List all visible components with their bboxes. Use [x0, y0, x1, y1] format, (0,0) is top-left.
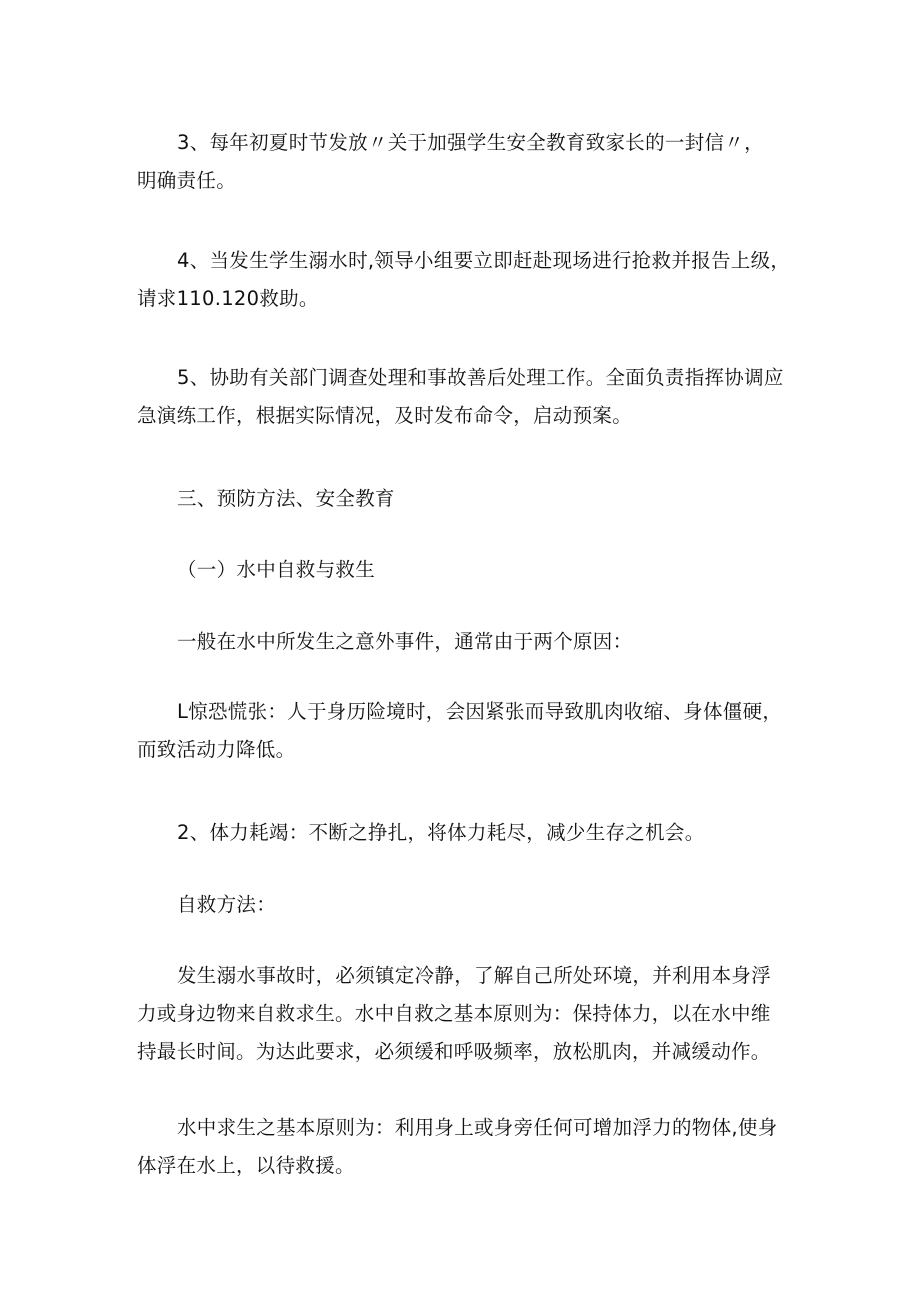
paragraph-line: 4、当发生学生溺水时,领导小组要立即赶赴现场进行抢救并报告上级，	[177, 249, 791, 272]
paragraph-line: 请求110.120救助。	[137, 287, 319, 310]
paragraph-self-rescue-principles	[137, 957, 817, 1071]
heading-line: （一）水中自救与救生	[177, 558, 376, 581]
heading-line: 自救方法：	[177, 893, 277, 916]
paragraph-line: 持最长时间。为达此要求，必须缓和呼吸频率，放松肌肉，并减缓动作。	[137, 1040, 771, 1063]
paragraph-survival-principles	[137, 1109, 817, 1185]
heading-line: 三、预防方法、安全教育	[177, 487, 395, 510]
paragraph-item-3	[137, 124, 817, 200]
paragraph-line: 急演练工作，根据实际情况，及时发布命令，启动预案。	[137, 404, 633, 427]
paragraph-cause-1	[137, 693, 817, 769]
paragraph-line: 发生溺水事故时，必须镇定冷静，了解自己所处环境，并利用本身浮	[177, 964, 772, 987]
paragraph-line: 体浮在水上，以待救援。	[137, 1154, 355, 1177]
paragraph-item-4	[137, 242, 817, 318]
paragraph-line: 3、每年初夏时节发放〃关于加强学生安全教育致家长的一封信〃，	[177, 131, 764, 154]
paragraph-line: 一般在水中所发生之意外事件，通常由于两个原因：	[177, 630, 633, 653]
paragraph-line: 而致活动力降低。	[137, 738, 296, 761]
subheading-self-rescue-methods	[137, 886, 817, 924]
paragraph-line: L惊恐慌张：人于身历险境时，会因紧张而导致肌肉收缩、身体僵硬，	[177, 700, 783, 723]
paragraph-line: 2、体力耗竭：不断之挣扎，将体力耗尽，减少生存之机会。	[177, 821, 705, 844]
section-heading-prevention	[137, 480, 817, 518]
paragraph-line: 5、协助有关部门调查处理和事故善后处理工作。全面负责指挥协调应	[177, 366, 784, 389]
paragraph-cause-2	[137, 814, 817, 852]
paragraph-line: 明确责任。	[137, 169, 237, 192]
paragraph-line: 力或身边物来自救求生。水中自救之基本原则为：保持体力，以在水中维	[137, 1002, 771, 1025]
subsection-heading-self-rescue	[137, 551, 817, 589]
paragraph-causes-intro	[137, 623, 817, 661]
paragraph-line: 水中求生之基本原则为：利用身上或身旁任何可增加浮力的物体,使身	[177, 1116, 778, 1139]
paragraph-item-5	[137, 359, 817, 435]
